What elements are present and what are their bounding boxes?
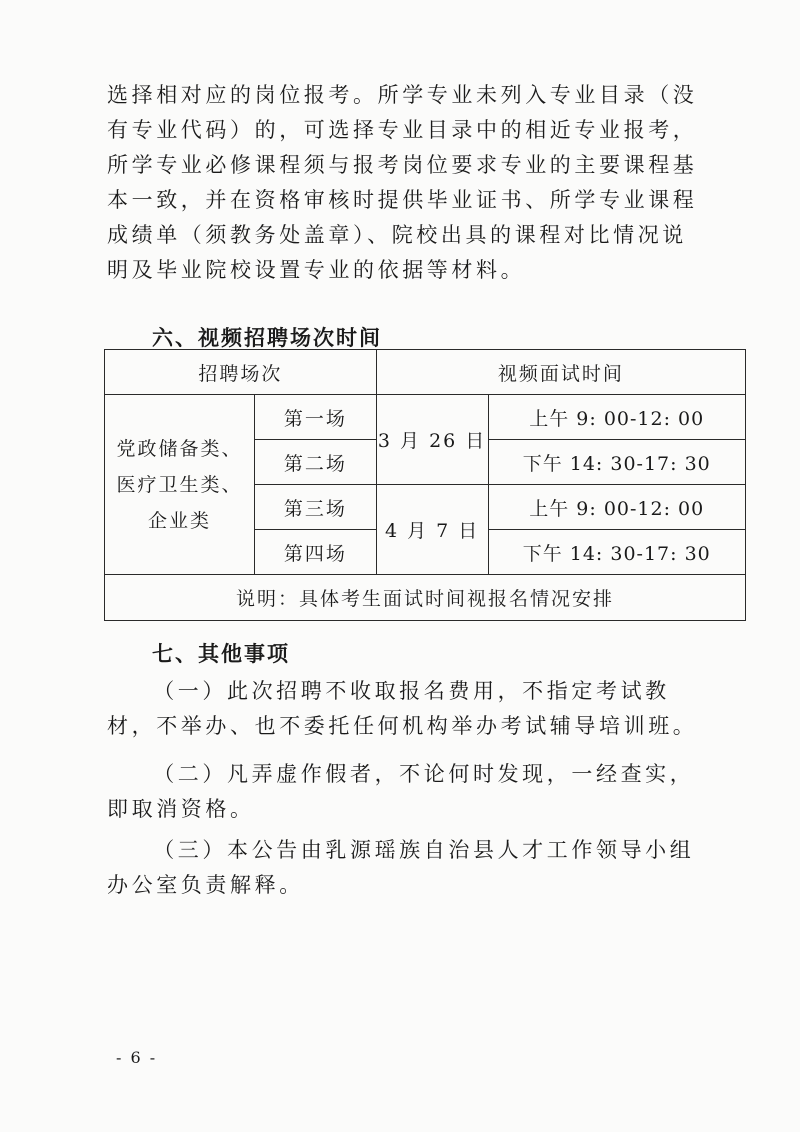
session-cell: 第二场 [254, 440, 376, 485]
section7-item-2: （二）凡弄虚作假者，不论何时发现，一经查实，即取消资格。 [107, 762, 695, 821]
section7-item-1: （一）此次招聘不收取报名费用，不指定考试教材，不举办、也不委托任何机构举办考试辅导培训班。 [107, 679, 698, 738]
date-cell: 4 月 7 日 [376, 485, 488, 575]
date-cell: 3 月 26 日 [376, 395, 488, 485]
header-session: 招聘场次 [105, 350, 377, 395]
section7-heading: 七、其他事项 [152, 642, 290, 666]
category-cell [105, 395, 255, 575]
section6-heading: 六、视频招聘场次时间 [152, 326, 382, 350]
time-cell: 上午 9: 00-12: 00 [488, 395, 746, 440]
table-row [105, 395, 746, 440]
time-cell: 下午 14: 30-17: 30 [488, 440, 746, 485]
table-note-row [105, 575, 746, 621]
interview-schedule-table [104, 349, 746, 621]
table-note: 说明：具体考生面试时间视报名情况安排 [105, 575, 746, 621]
session-cell: 第三场 [254, 485, 376, 530]
session-cell: 第四场 [254, 530, 376, 575]
session-cell: 第一场 [254, 395, 376, 440]
page-number: - 6 - [116, 1048, 158, 1067]
table-header-row [105, 350, 746, 395]
category-text: 党政储备类、医疗卫生类、企业类 [116, 437, 243, 532]
section7-item-3: （三）本公告由乳源瑶族自治县人才工作领导小组办公室负责解释。 [107, 838, 695, 897]
time-cell: 下午 14: 30-17: 30 [488, 530, 746, 575]
time-cell: 上午 9: 00-12: 00 [488, 485, 746, 530]
header-interview-time: 视频面试时间 [376, 350, 745, 395]
section5-continuation-paragraph: 选择相对应的岗位报考。所学专业未列入专业目录（没有专业代码）的，可选择专业目录中的相近专业报考，所学专业必修课程须与报考岗位要求专业的主要课程基本一致，并在资格审核时提供毕业证书、所学专业课程成绩单（须教务处盖章）、院校出具的课程对比情况说明及毕业院校设置专业的依据等材料。 [107, 83, 698, 282]
